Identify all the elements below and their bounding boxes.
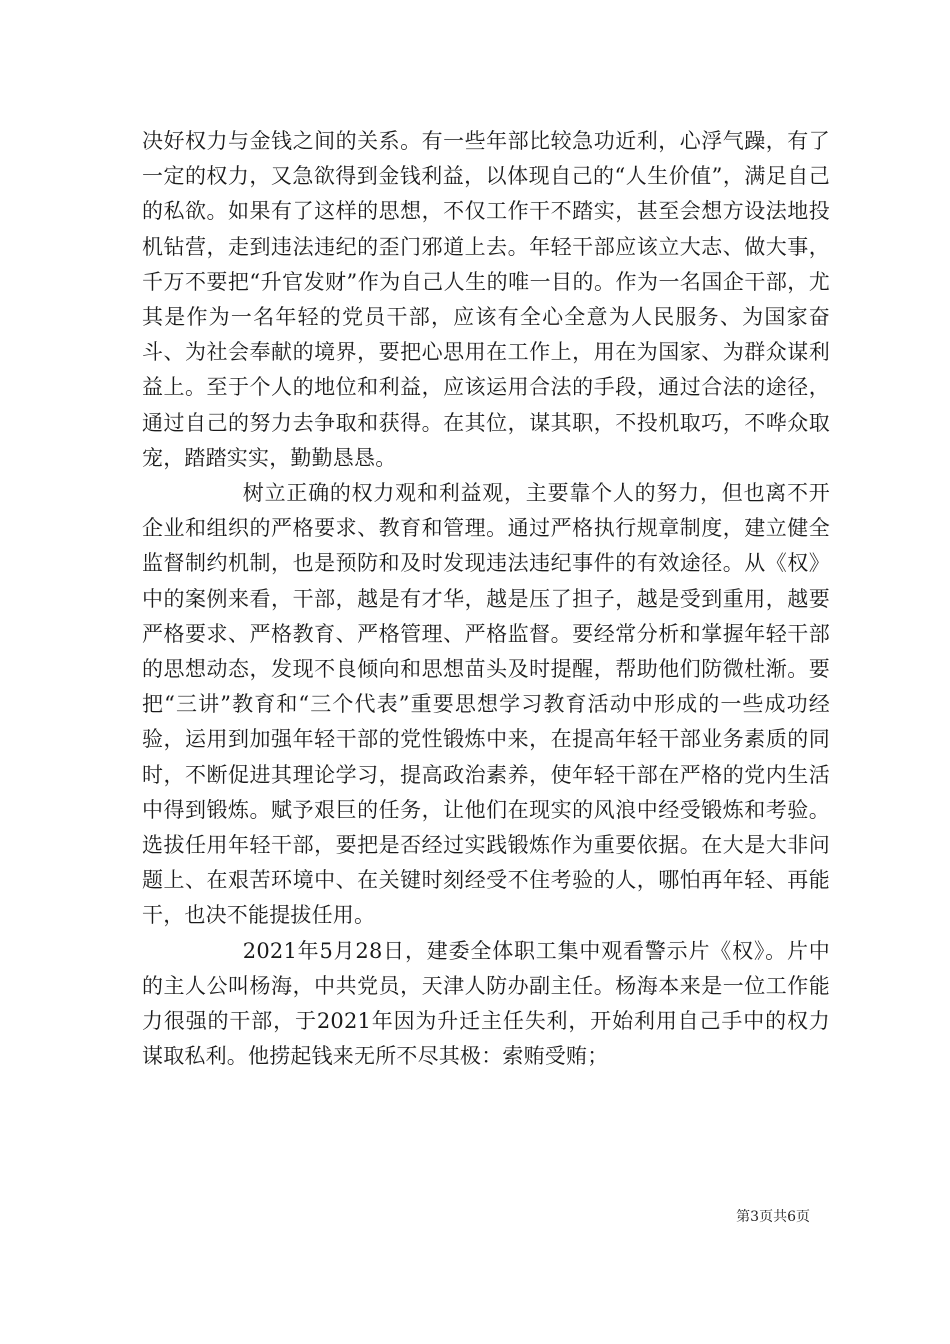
- body-text: [142, 124, 830, 1074]
- page-number-footer: 第3页共6页: [736, 1209, 810, 1225]
- paragraph-1: 决好权力与金钱之间的关系。有一些年部比较急功近利，心浮气躁，有了一定的权力，又急欲得到金钱利益，以体现自己的“人生价值”，满足自己的私欲。如果有了这样的思想，不仅工作干不踏实，甚至会想方设法地投机钻营，走到违法违纪的歪门邪道上去。年轻干部应该立大志、做大事，千万不要把“升官发财”作为自己人生的唯一目的。作为一名国企干部，尤其是作为一名年轻的党员干部，应该有全心全意为人民服务、为国家奋斗、为社会奉献的境界，要把心思用在工作上，用在为国家、为群众谋利益上。至于个人的地位和利益，应该运用合法的手段，通过合法的途径，通过自己的努力去争取和获得。在其位，谋其职，不投机取巧，不哗众取宠，踏踏实实，勤勤恳恳。: [142, 129, 830, 470]
- paragraph-3: 2021年5月28日，建委全体职工集中观看警示片《权》。片中的主人公叫杨海，中共党员，天津人防办副主任。杨海本来是一位工作能力很强的干部，于2021年因为升迁主任失利，开始利用自己手中的权力谋取私利。他捞起钱来无所不尽其极：索贿受贿；: [142, 938, 830, 1069]
- paragraph-2: 树立正确的权力观和利益观，主要靠个人的努力，但也离不开企业和组织的严格要求、教育和管理。通过严格执行规章制度，建立健全监督制约机制，也是预防和及时发现违法违纪事件的有效途径。从《权》中的案例来看，干部，越是有才华，越是压了担子，越是受到重用，越要严格要求、严格教育、严格管理、严格监督。要经常分析和掌握年轻干部的思想动态，发现不良倾向和思想苗头及时提醒，帮助他们防微杜渐。要把“三讲”教育和“三个代表”重要思想学习教育活动中形成的一些成功经验，运用到加强年轻干部的党性锻炼中来，在提高年轻干部业务素质的同时，不断促进其理论学习，提高政治素养，使年轻干部在严格的党内生活中得到锻炼。赋予艰巨的任务，让他们在现实的风浪中经受锻炼和考验。选拔任用年轻干部，要把是否经过实践锻炼作为重要依据。在大是大非问题上、在艰苦环境中、在关键时刻经受不住考验的人，哪怕再年轻、再能干，也决不能提拔任用。: [142, 481, 830, 928]
